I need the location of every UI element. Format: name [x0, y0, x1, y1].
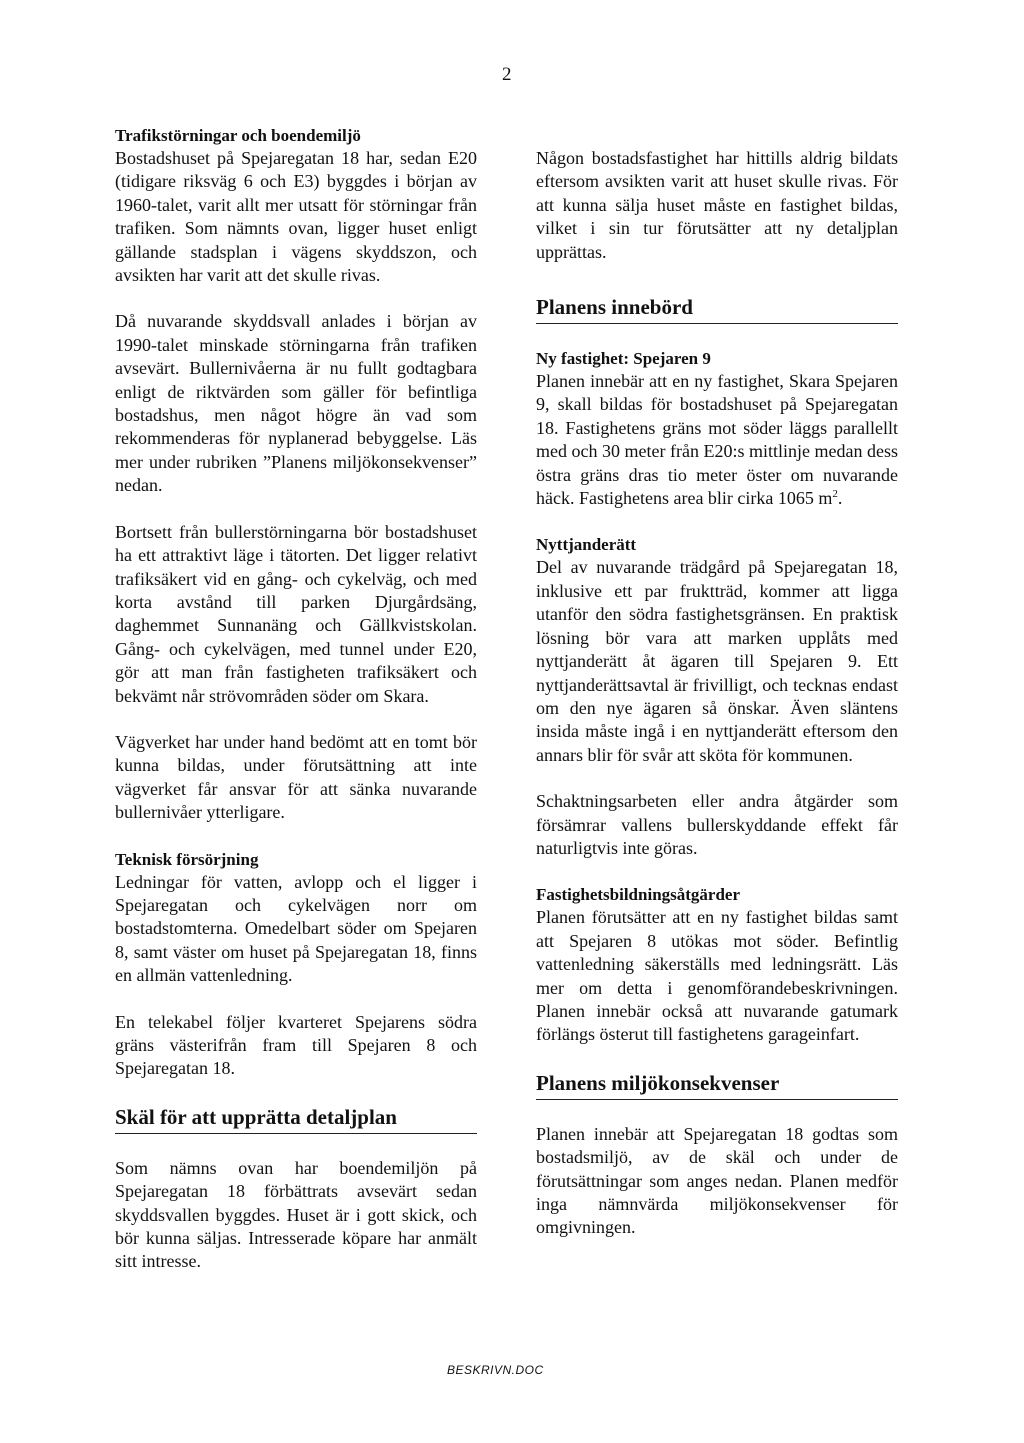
- paragraph-text: Planen innebär att en ny fastighet, Skara Spejaren 9, skall bildas för bostadshuset på Spejaregatan 18. Fastighetens gräns mot söder läggs parallellt med och 30 meter från E20:s mittlinje medan dess östra gräns dras tio meter öster om nuvarande häck. Fastighetens area blir cirka 1065 m: [536, 371, 898, 509]
- paragraph: Del av nuvarande trädgård på Spejaregatan 18, inklusive ett par fruktträd, kommer att ligga utanför den södra fastighetsgränsen. En praktisk lösning bör vara att marken upplåts med nyttjanderätt åt ägaren till Spejaren 9. Ett nyttjanderättsavtal är frivilligt, och tecknas endast om den nye ägaren så önskar. Även släntens insida måste ingå i en nyttjanderätt eftersom den annars blir för svår att sköta för kommunen.: [536, 557, 898, 765]
- paragraph: Planen innebär att Spejaregatan 18 godtas som bostadsmiljö, av de skäl och under de förutsättningar som anges nedan. Planen medför inga nämnvärda miljökonsekvenser för omgivningen.: [536, 1123, 898, 1238]
- page-number: 2: [502, 64, 512, 85]
- paragraph: Ledningar för vatten, avlopp och el ligger i Spejaregatan och cykelvägen norr om bostadstomterna. Omedelbart söder om Spejaren 8, samt väster om huset på Spejaregatan 18, finns en allmän vattenledning.: [115, 871, 477, 986]
- paragraph: Schaktningsarbeten eller andra åtgärder som försämrar vallens bullerskyddande effekt får naturligtvis inte göras.: [536, 791, 898, 858]
- paragraph: [536, 370, 898, 510]
- right-column: [536, 124, 898, 1240]
- paragraph: Någon bostadsfastighet har hittills aldrig bildats eftersom avsikten varit att huset skulle rivas. För att kunna sälja huset måste en fastighet bildas, vilket i sin tur förutsätter att ny detaljplan upprättas.: [536, 148, 898, 262]
- paragraph: Bostadshuset på Spejaregatan 18 har, sedan E20 (tidigare riksväg 6 och E3) byggdes i början av 1960-talet, varit allt mer utsatt för störningar från trafiken. Som nämnts ovan, ligger huset enligt gällande stadsplan i vägens skyddszon, och avsikten har varit att det skulle rivas.: [115, 148, 477, 286]
- heading-nyttjanderatt: Nyttjanderätt: [536, 535, 637, 555]
- heading-trafikstorningar: Trafikstörningar och boendemiljö: [115, 126, 361, 145]
- left-column: [115, 124, 477, 1274]
- paragraph: Vägverket har under hand bedömt att en tomt bör kunna bildas, under förutsättning att inte vägverket får ansvar för att sänka nuvarande bullernivåer ytterligare.: [115, 731, 477, 823]
- paragraph: Som nämns ovan har boendemiljön på Spejaregatan 18 förbättrats avsevärt sedan skyddsvallen byggdes. Huset är i gott skick, och bör kunna säljas. Intresserade köpare har anmält sitt intresse.: [115, 1157, 477, 1272]
- heading-skal-for-detaljplan: Skäl för att upprätta detaljplan: [115, 1104, 477, 1134]
- paragraph: Planen förutsätter att en ny fastighet bildas samt att Spejaren 8 utökas mot söder. Befintlig vattenledning säkerställs med ledningsrätt. Läs mer om detta i genomförandebeskrivningen. Planen innebär också att nuvarande gatumark förlängs österut till fastighetens garageinfart.: [536, 907, 898, 1045]
- paragraph: Bortsett från bullerstörningarna bör bostadshuset ha ett attraktivt läge i tätorten. Det ligger relativt trafiksäkert vid en gång- och cykelväg, och med korta avstånd till parken Djurgårdsäng, daghemmet Sunnanäng och Gällkvistskolan. Gång- och cykelvägen, med tunnel under E20, gör att man från fastigheten trafiksäkert och bekvämt når strövområden söder om Skara.: [115, 521, 477, 706]
- paragraph: En telekabel följer kvarteret Spejarens södra gräns västerifrån fram till Spejaren 8 och Spejaregatan 18.: [115, 1011, 477, 1079]
- footer-filename: BESKRIVN.DOC: [447, 1363, 544, 1377]
- heading-fastighetsbildning: Fastighetsbildningsåtgärder: [536, 885, 741, 905]
- heading-ny-fastighet: Ny fastighet: Spejaren 9: [536, 349, 711, 369]
- paragraph: Då nuvarande skyddsvall anlades i början av 1990-talet minskade störningarna från trafiken avsevärt. Bullernivåerna är nu fullt godtagbara enligt de riktvärden som gäller för befintliga bostadshus, men något högre än vad som rekommenderas för nyplanerad bebyggelse. Läs mer under rubriken ”Planens miljökonsekvenser” nedan.: [115, 311, 477, 496]
- superscript: 2: [832, 488, 838, 501]
- heading-teknisk-forsorjning: Teknisk försörjning: [115, 849, 259, 869]
- heading-planens-innebord: Planens innebörd: [536, 294, 898, 324]
- heading-planens-miljokonsekvenser: Planens miljökonsekvenser: [536, 1070, 898, 1100]
- paragraph-end: .: [837, 488, 843, 509]
